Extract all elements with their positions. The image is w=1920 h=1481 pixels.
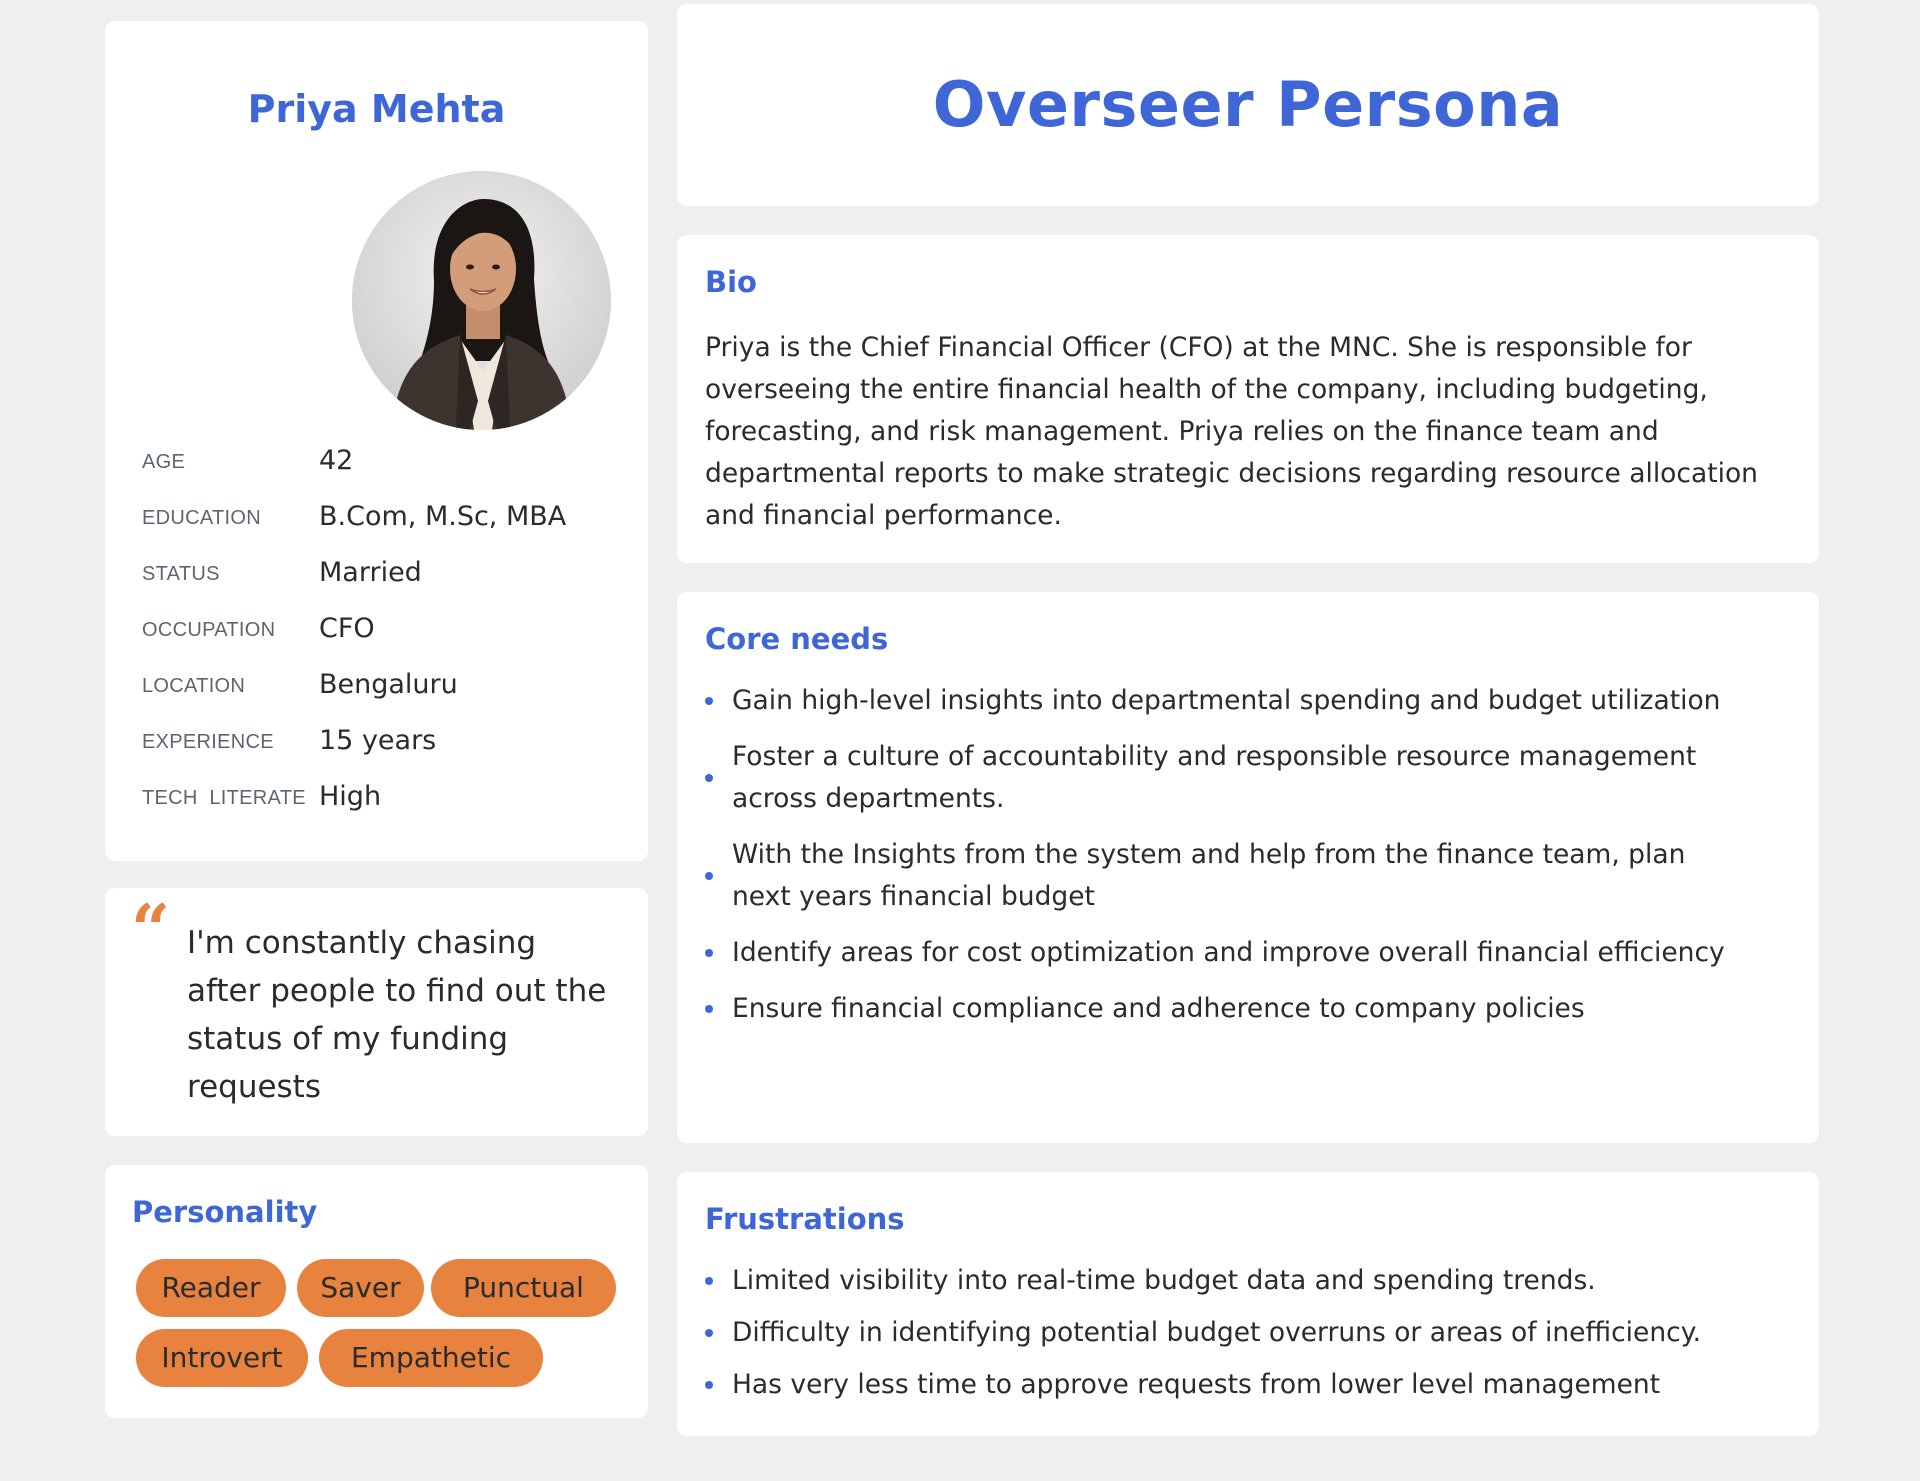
- bullet-icon: [705, 1005, 713, 1013]
- quote-card: [105, 888, 648, 1136]
- info-label: OCCUPATION: [142, 619, 276, 641]
- info-value: 15 years: [319, 725, 437, 756]
- info-label: LOCATION: [142, 675, 246, 697]
- frustrations-list: [705, 1260, 1799, 1416]
- list-item: [705, 736, 1732, 820]
- core-needs-title: Core needs: [705, 622, 889, 656]
- title-card: [677, 4, 1819, 206]
- info-value: 42: [319, 445, 354, 476]
- personality-tag: Saver: [297, 1259, 424, 1317]
- quote-mark-icon: “: [131, 890, 171, 970]
- personality-tag: Reader: [136, 1259, 286, 1317]
- bio-title: Bio: [705, 265, 757, 299]
- list-item-text: With the Insights from the system and help from the finance team, plan next years financial budget: [732, 839, 1686, 912]
- bio-card: [677, 235, 1819, 563]
- bullet-icon: [705, 774, 713, 782]
- info-value: CFO: [319, 613, 375, 644]
- list-item-text: Foster a culture of accountability and responsible resource management across departments.: [732, 741, 1697, 814]
- list-item-text: Difficulty in identifying potential budget overruns or areas of inefficiency.: [732, 1317, 1702, 1348]
- info-value: Married: [319, 557, 422, 588]
- info-value: B.Com, M.Sc, MBA: [319, 501, 567, 532]
- info-value: Bengaluru: [319, 669, 458, 700]
- personality-tag: Punctual: [431, 1259, 616, 1317]
- core-needs-list: [705, 680, 1799, 1044]
- list-item: [705, 680, 1732, 722]
- bullet-icon: [705, 1277, 713, 1285]
- personality-tag: Introvert: [136, 1329, 308, 1387]
- bullet-icon: [705, 1329, 713, 1337]
- profile-card: [105, 21, 648, 861]
- list-item: [705, 932, 1732, 974]
- bullet-icon: [705, 1381, 713, 1389]
- page-title: Overseer Persona: [932, 68, 1564, 141]
- personality-tag: Empathetic: [319, 1329, 543, 1387]
- list-item: [705, 1312, 1799, 1354]
- list-item-text: Limited visibility into real-time budget data and spending trends.: [732, 1265, 1596, 1296]
- list-item-text: Identify areas for cost optimization and improve overall financial efficiency: [732, 937, 1725, 968]
- person-portrait-icon: [352, 171, 611, 430]
- frustrations-card: [677, 1172, 1819, 1436]
- info-label: TECH LITERATE: [142, 787, 306, 809]
- info-label: EXPERIENCE: [142, 731, 274, 753]
- info-value: High: [319, 781, 382, 812]
- list-item-text: Gain high-level insights into departmental spending and budget utilization: [732, 685, 1721, 716]
- quote-text: I'm constantly chasing after people to find out the status of my funding requests: [187, 925, 607, 1105]
- list-item-text: Ensure financial compliance and adherence to company policies: [732, 993, 1585, 1024]
- list-item-text: Has very less time to approve requests from lower level management: [732, 1369, 1661, 1400]
- bullet-icon: [705, 697, 713, 705]
- persona-name: Priya Mehta: [247, 87, 506, 131]
- info-label: STATUS: [142, 563, 220, 585]
- info-label: EDUCATION: [142, 507, 261, 529]
- personality-title: Personality: [132, 1195, 318, 1229]
- bullet-icon: [705, 949, 713, 957]
- personality-card: [105, 1165, 648, 1418]
- bullet-icon: [705, 872, 713, 880]
- frustrations-title: Frustrations: [705, 1202, 905, 1236]
- bio-text: Priya is the Chief Financial Officer (CFO) at the MNC. She is responsible for overseeing the entire financial health of the company, including budgeting, forecasting, and risk management. Priya relies on the finance team and departmental reports to make strategic decisions regarding resource allocation and financial performance.: [705, 332, 1758, 531]
- info-label: AGE: [142, 451, 186, 473]
- list-item: [705, 1260, 1799, 1302]
- list-item: [705, 1364, 1799, 1406]
- list-item: [705, 834, 1732, 918]
- core-needs-card: [677, 592, 1819, 1143]
- list-item: [705, 988, 1732, 1030]
